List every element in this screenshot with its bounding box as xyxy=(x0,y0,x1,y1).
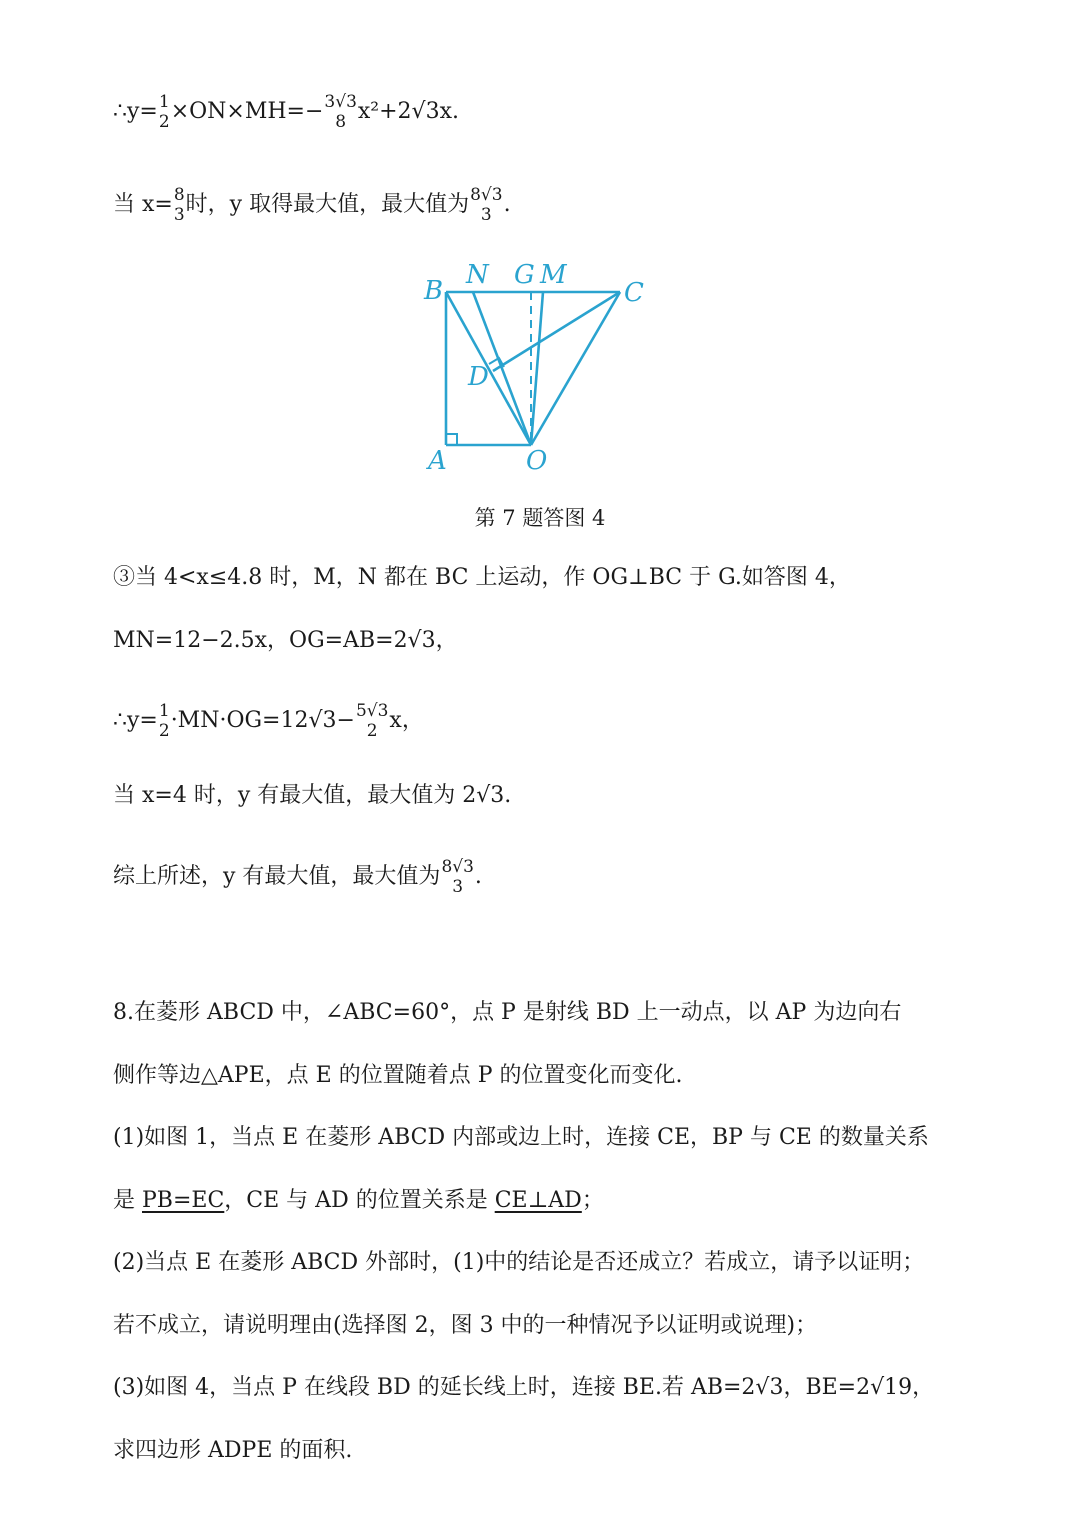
formula-text: ∴y= xyxy=(113,708,158,733)
formula-text: . xyxy=(474,864,482,889)
formula-text: x²+2√3x. xyxy=(357,99,459,124)
answer-blank-1: PB=EC xyxy=(142,1188,225,1213)
label-A: A xyxy=(428,446,447,476)
fraction: 8√3 3 xyxy=(441,857,474,897)
answer-text: ，CE 与 AD 的位置关系是 xyxy=(224,1188,495,1213)
label-N: N xyxy=(466,260,489,290)
segment-DC xyxy=(493,292,620,371)
formula-text: 当 x= xyxy=(113,192,173,217)
problem-8-part-3: (3)如图 4，当点 P 在线段 BD 的延长线上时，连接 BE.若 AB=2√3，BE=2√19， xyxy=(113,1375,935,1400)
label-C: C xyxy=(624,278,644,308)
formula-y-linear xyxy=(113,701,424,741)
formula-y-expression xyxy=(113,92,459,132)
fraction: 3√3 8 xyxy=(324,92,357,132)
formula-text: x， xyxy=(389,708,424,733)
problem-8-part-2: (2)当点 E 在菱形 ABCD 外部时，(1)中的结论是否还成立？若成立，请予以证明； xyxy=(113,1250,925,1275)
problem-8-line-1: 8.在菱形 ABCD 中，∠ABC=60°，点 P 是射线 BD 上一动点，以 AP 为边向右 xyxy=(113,1000,902,1025)
problem-8-part-1-answer xyxy=(113,1186,604,1216)
formula-text: 综上所述，y 有最大值，最大值为 xyxy=(113,864,441,889)
answer-text: 是 xyxy=(113,1188,142,1213)
problem-8-line-2: 侧作等边△APE，点 E 的位置随着点 P 的位置变化而变化. xyxy=(113,1063,683,1088)
label-M: M xyxy=(540,260,567,290)
geometry-figure xyxy=(410,255,670,485)
label-D: D xyxy=(468,362,489,392)
answer-text: ； xyxy=(581,1188,604,1213)
formula-text: ∴y= xyxy=(113,99,158,124)
label-G: G xyxy=(514,260,535,290)
formula-max-value xyxy=(113,185,511,225)
problem-8-part-3-cont: 求四边形 ADPE 的面积. xyxy=(113,1438,353,1463)
fraction: 5√3 2 xyxy=(355,701,389,741)
max-at-x4-text: 当 x=4 时，y 有最大值，最大值为 2√3. xyxy=(113,783,512,808)
formula-text: ×ON×MH=− xyxy=(170,99,324,124)
segment-CO xyxy=(531,292,620,445)
problem-8-part-2-cont: 若不成立，请说明理由(选择图 2，图 3 中的一种情况予以证明或说理)； xyxy=(113,1313,818,1338)
segment-MO xyxy=(531,292,543,445)
fraction: 1 2 xyxy=(158,92,170,132)
problem-8-part-1: (1)如图 1，当点 E 在菱形 ABCD 内部或边上时，连接 CE，BP 与 CE 的数量关系 xyxy=(113,1125,929,1150)
fraction: 8√3 3 xyxy=(470,185,503,225)
label-O: O xyxy=(526,446,548,476)
label-B: B xyxy=(424,276,444,306)
right-angle-mark-A xyxy=(446,434,457,445)
answer-blank-2: CE⊥AD xyxy=(494,1188,582,1213)
figure-caption: 第 7 题答图 4 xyxy=(474,506,606,530)
formula-text: 时，y 取得最大值，最大值为 xyxy=(185,192,470,217)
case-3-text: ③当 4<x≤4.8 时，M，N 都在 BC 上运动，作 OG⊥BC 于 G.如答图 4， xyxy=(113,565,851,590)
formula-text: . xyxy=(503,192,511,217)
formula-text: ·MN·OG=12√3− xyxy=(170,708,355,733)
fraction: 8 3 xyxy=(173,185,185,225)
mn-og-text: MN=12−2.5x，OG=AB=2√3， xyxy=(113,628,458,653)
fraction: 1 2 xyxy=(158,701,170,741)
conclusion-text xyxy=(113,857,482,897)
